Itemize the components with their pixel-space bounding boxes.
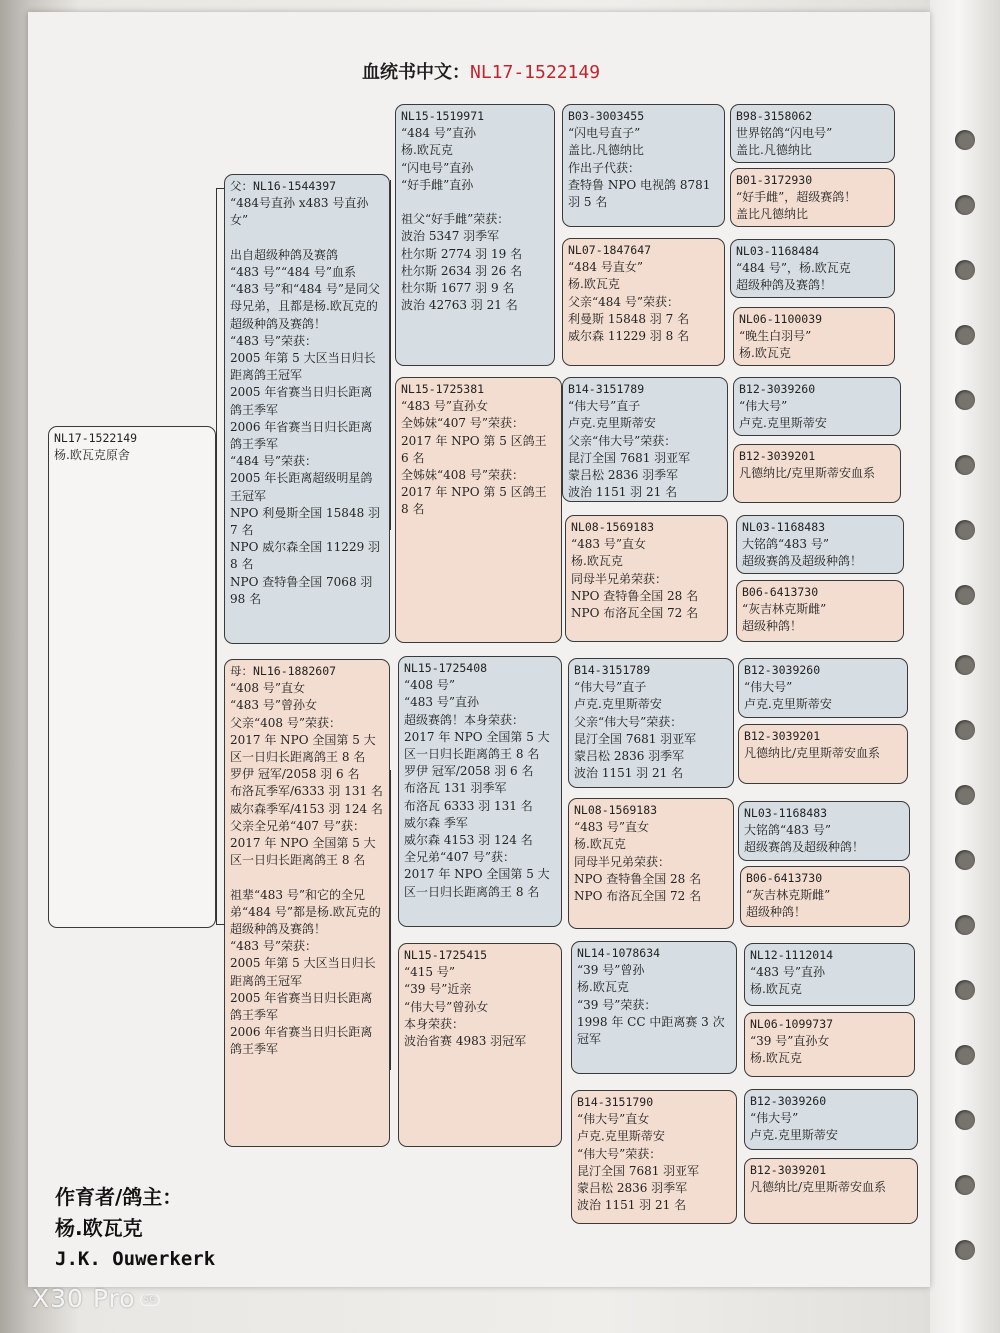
pedigree-line: 杨.欧瓦克 bbox=[574, 837, 626, 852]
pedigree-line: 2005 年省赛当日归长距离鸽王季军 bbox=[230, 990, 373, 1023]
sire-box bbox=[224, 174, 390, 644]
connector-sire bbox=[390, 180, 391, 530]
pedigree-line: 2005 年长距离超级明星鸽王冠军 bbox=[230, 471, 373, 503]
ring-number: NL06-1099737 bbox=[750, 1017, 834, 1031]
ring-number: NL15-1725415 bbox=[404, 948, 488, 962]
pedigree-line: 超级种鸽！ bbox=[742, 619, 803, 634]
gen4-box bbox=[571, 941, 737, 1074]
pedigree-line: 父亲“408 号”荣获： bbox=[230, 715, 341, 730]
pedigree-line: “39 号”近亲 bbox=[404, 982, 472, 997]
ring-number: B14-3151790 bbox=[577, 1095, 654, 1109]
pedigree-line: “483 号”直孙 bbox=[750, 965, 825, 980]
pedigree-line: “484 号”荣获： bbox=[230, 454, 317, 469]
pedigree-line: 罗伊 冠军/2058 羽 6 名 bbox=[404, 764, 534, 779]
pedigree-line: 杜尔斯 2634 羽 26 名 bbox=[401, 263, 523, 278]
pedigree-line: 盖比凡德纳比 bbox=[736, 207, 809, 222]
gen4-box bbox=[568, 658, 734, 788]
pedigree-line: 凡德纳比/克里斯蒂安血系 bbox=[739, 466, 876, 481]
pedigree-line: 威尔森季军/4153 羽 124 名 bbox=[230, 801, 383, 816]
pedigree-line: 杨.欧瓦克 bbox=[750, 1051, 802, 1066]
gen5-box bbox=[744, 1089, 918, 1150]
ring-number: B03-3003455 bbox=[568, 109, 645, 123]
pedigree-line: “闪电号直子” bbox=[568, 126, 641, 141]
pedigree-line: 利曼斯 15848 羽 7 名 bbox=[568, 311, 690, 326]
pedigree-line: “伟大号” bbox=[744, 680, 793, 695]
pedigree-line: “483 号”直孙 bbox=[404, 695, 479, 710]
gen5-box bbox=[730, 104, 895, 163]
punch-hole bbox=[955, 655, 975, 675]
pedigree-line: “483 号”荣获： bbox=[230, 333, 317, 348]
punch-hole bbox=[955, 455, 975, 475]
pedigree-line: 威尔森 11229 羽 8 名 bbox=[568, 329, 690, 344]
gen4-box bbox=[562, 377, 728, 502]
punch-hole bbox=[955, 585, 975, 605]
pedigree-line: 蒙吕松 2836 羽季军 bbox=[577, 1181, 688, 1196]
ring-number: 母：NL16-1882607 bbox=[230, 664, 337, 678]
pedigree-line: 布洛瓦 131 羽季军 bbox=[404, 781, 507, 796]
pedigree-line: “483 号”直女 bbox=[571, 537, 646, 552]
pedigree-line: “408 号”直女 bbox=[230, 681, 305, 696]
pedigree-line: 杨.欧瓦克 bbox=[571, 554, 623, 569]
pedigree-line: “408 号” bbox=[404, 678, 455, 693]
pedigree-line: “灰吉林克斯雌” bbox=[742, 602, 827, 617]
punch-hole bbox=[955, 1240, 975, 1260]
ring-number: B12-3039201 bbox=[744, 729, 821, 743]
pedigree-line: 昆汀全国 7681 羽亚军 bbox=[574, 731, 697, 746]
pedigree-line: 蒙吕松 2836 羽季军 bbox=[574, 749, 685, 764]
pedigree-line: 波治 42763 羽 21 名 bbox=[401, 298, 518, 313]
pedigree-line: 威尔森 季军 bbox=[404, 815, 468, 830]
ring-number: NL15-1519971 bbox=[401, 109, 485, 123]
title-ring-number: NL17-1522149 bbox=[470, 62, 601, 83]
gen4-box bbox=[562, 238, 725, 366]
ring-number: NL15-1725408 bbox=[404, 661, 488, 675]
ring-number: NL14-1078634 bbox=[577, 946, 661, 960]
pedigree-line: 作出子代获： bbox=[568, 160, 641, 175]
pedigree-line: 杜尔斯 1677 羽 9 名 bbox=[401, 281, 515, 296]
ring-number: B12-3039260 bbox=[750, 1094, 827, 1108]
pedigree-line: 盖比.凡德纳比 bbox=[568, 143, 644, 158]
pedigree-line: “39 号”直孙女 bbox=[750, 1034, 830, 1049]
gen5-box bbox=[744, 1158, 918, 1224]
pedigree-line: 2017 年 NPO 全国第 5 大区一日归长距离鸽王 8 名 bbox=[404, 729, 550, 762]
pedigree-line: 查特鲁 NPO 电视鸽 8781 羽 5 名 bbox=[568, 177, 715, 210]
pedigree-line: 波治 1151 羽 21 名 bbox=[568, 485, 678, 500]
gen4-box bbox=[568, 798, 734, 929]
gen5-box bbox=[744, 1012, 915, 1077]
pedigree-line: 2017 年 NPO 全国第 5 大区一日归长距离鸽王 8 名 bbox=[230, 836, 376, 868]
punch-hole bbox=[955, 195, 975, 215]
pedigree-line: 父亲“484 号”荣获： bbox=[568, 294, 679, 309]
pedigree-line: NPO 利曼斯全国 15848 羽 7 名 bbox=[230, 505, 384, 538]
punch-hole bbox=[955, 1175, 975, 1195]
pedigree-line: “伟大号” bbox=[739, 399, 788, 414]
pedigree-line: 卢克.克里斯蒂安 bbox=[750, 1128, 838, 1143]
pedigree-line: 同母半兄弟荣获： bbox=[571, 571, 668, 586]
pedigree-line: 卢克.克里斯蒂安 bbox=[577, 1129, 665, 1144]
ring-number: 父：NL16-1544397 bbox=[230, 179, 337, 193]
punch-hole bbox=[955, 720, 975, 740]
pedigree-line: 2017 年 NPO 全国第 5 大区一日归长距离鸽王 8 名 bbox=[404, 867, 550, 899]
gen5-box bbox=[740, 866, 910, 927]
pedigree-line: 父亲“伟大号”荣获： bbox=[568, 433, 677, 448]
pedigree-line bbox=[230, 869, 384, 886]
gen5-box bbox=[730, 168, 895, 227]
watermark-text: X30 Pro bbox=[32, 1284, 136, 1313]
pedigree-line: “484 号”直孙 bbox=[401, 126, 476, 141]
pedigree-line: 布洛瓦季军/6333 羽 131 名 bbox=[230, 784, 383, 799]
pedigree-line: “415 号” bbox=[404, 965, 455, 980]
pedigree-line: 祖辈“483 号”和它的全兄弟“484 号”都是杨.欧瓦克的超级种鸽及赛鸽！ bbox=[230, 887, 381, 937]
pedigree-line: 昆汀全国 7681 羽亚军 bbox=[577, 1163, 700, 1178]
punch-hole bbox=[955, 850, 975, 870]
pedigree-line: “伟大号”直女 bbox=[577, 1112, 650, 1127]
ring-number: B14-3151789 bbox=[574, 663, 651, 677]
gen5-box bbox=[733, 307, 895, 366]
gen4-box bbox=[571, 1090, 737, 1224]
punch-hole bbox=[955, 1110, 975, 1130]
pedigree-line: NPO 查特鲁全国 28 名 bbox=[571, 588, 699, 603]
pedigree-line: “闪电号”直孙 bbox=[401, 160, 474, 175]
punch-hole bbox=[955, 390, 975, 410]
pedigree-line: 凡德纳比/克里斯蒂安血系 bbox=[744, 746, 881, 761]
pedigree-line bbox=[401, 194, 549, 211]
pedigree-line: “晚生白羽号” bbox=[739, 329, 812, 344]
breeder-block bbox=[55, 1182, 215, 1275]
pedigree-line: 波治 1151 羽 21 名 bbox=[577, 1198, 687, 1213]
ring-number: NL17-1522149 bbox=[54, 431, 138, 445]
title-label: 血统书中文： bbox=[362, 62, 470, 83]
pedigree-line: NPO 威尔森全国 11229 羽 8 名 bbox=[230, 540, 384, 572]
ring-number: NL03-1168484 bbox=[736, 244, 820, 258]
gen5-box bbox=[738, 801, 910, 861]
pedigree-line: 全兄弟“407 号”获： bbox=[404, 850, 515, 865]
pedigree-line: “483 号”和“484 号”是同父母兄弟，且都是杨.欧瓦克的超级种鸽及赛鸽！ bbox=[230, 282, 380, 331]
pedigree-line: 杨.欧瓦克 bbox=[739, 346, 791, 361]
pedigree-line: 卢克.克里斯蒂安 bbox=[744, 697, 832, 712]
ring-number: B14-3151789 bbox=[568, 382, 645, 396]
subject-box bbox=[48, 426, 216, 928]
punch-hole bbox=[955, 130, 975, 150]
pedigree-line: 卢克.克里斯蒂安 bbox=[574, 697, 662, 712]
pedigree-line: 本身荣获： bbox=[404, 1016, 465, 1031]
ring-number: B98-3158062 bbox=[736, 109, 813, 123]
pedigree-line: 全姊妹“407 号”荣获： bbox=[401, 416, 524, 431]
ring-number: NL03-1168483 bbox=[744, 806, 828, 820]
pedigree-line: “483 号”“484 号”血系 bbox=[230, 265, 356, 280]
pedigree-line: 世界铭鸽“闪电号” bbox=[736, 126, 833, 141]
pedigree-line: 大铭鸽“483 号” bbox=[742, 537, 829, 552]
pedigree-line: 1998 年 CC 中距离赛 3 次冠军 bbox=[577, 1014, 725, 1047]
pedigree-line: 超级赛鸽！本身荣获： bbox=[404, 712, 525, 727]
ring-number: NL15-1725381 bbox=[401, 382, 485, 396]
punch-hole bbox=[955, 980, 975, 1000]
pedigree-line: “好手雌”直孙 bbox=[401, 177, 474, 192]
gen5-box bbox=[738, 724, 908, 784]
pedigree-line: “483 号”直女 bbox=[574, 820, 649, 835]
pedigree-line: 大铭鸽“483 号” bbox=[744, 823, 831, 838]
pedigree-line: “好手雌”，超级赛鸽！ bbox=[736, 190, 857, 205]
punch-hole bbox=[955, 915, 975, 935]
pedigree-line: 卢克.克里斯蒂安 bbox=[568, 416, 656, 431]
breeder-name-cn: 杨.欧瓦克 bbox=[55, 1216, 143, 1240]
watermark-badge: 5G bbox=[140, 1294, 161, 1306]
punch-hole bbox=[955, 325, 975, 345]
granddam-maternal-box bbox=[398, 943, 562, 1147]
pedigree-line: “伟大号” bbox=[750, 1111, 799, 1126]
pedigree-line: 杨.欧瓦克 bbox=[577, 980, 629, 995]
pedigree-line: 父亲全兄弟“407 号”获： bbox=[230, 818, 365, 833]
pedigree-line: 杨.欧瓦克 bbox=[750, 982, 802, 997]
pedigree-line: “483 号”曾孙女 bbox=[230, 698, 317, 713]
ring-number: NL03-1168483 bbox=[742, 520, 826, 534]
ring-number: B12-3039260 bbox=[744, 663, 821, 677]
pedigree-line: “39 号”荣获： bbox=[577, 997, 657, 1012]
ring-number: NL08-1569183 bbox=[574, 803, 658, 817]
pedigree-line: 2017 年 NPO 第 5 区鸽王 6 名 bbox=[401, 433, 551, 465]
pedigree-line: 波治 5347 羽季军 bbox=[401, 229, 500, 244]
pedigree-line: “484 号”，杨.欧瓦克 bbox=[736, 261, 851, 276]
breeder-name-en: J.K. Ouwerkerk bbox=[55, 1248, 216, 1270]
pedigree-line: 杨.欧瓦克 bbox=[568, 277, 620, 292]
camera-watermark bbox=[32, 1284, 160, 1313]
pedigree-line: 2006 年省赛当日归长距离鸽王季军 bbox=[230, 419, 373, 452]
connector-subject-sire bbox=[216, 188, 224, 189]
pedigree-line: NPO 布洛瓦全国 72 名 bbox=[574, 889, 702, 904]
pedigree-line: “灰吉林克斯雌” bbox=[746, 888, 831, 903]
connector-subject-dam bbox=[216, 924, 224, 925]
pedigree-line: 盖比.凡德纳比 bbox=[736, 143, 812, 158]
gen4-box bbox=[565, 515, 728, 642]
pedigree-line: 罗伊 冠军/2058 羽 6 名 bbox=[230, 767, 360, 782]
pedigree-line: 2017 年 NPO 第 5 区鸽王 8 名 bbox=[401, 485, 551, 517]
gen5-box bbox=[733, 444, 901, 503]
pedigree-line: 2017 年 NPO 全国第 5 大区一日归长距离鸽王 8 名 bbox=[230, 732, 376, 765]
ring-number: NL12-1112014 bbox=[750, 948, 834, 962]
pedigree-line: 超级种鸽及赛鸽！ bbox=[736, 278, 833, 293]
pedigree-line: “483 号”荣获： bbox=[230, 939, 317, 954]
connector-dam bbox=[390, 770, 391, 1070]
punch-hole bbox=[955, 1045, 975, 1065]
breeder-label: 作育者/鸽主： bbox=[55, 1185, 183, 1209]
ring-number: B12-3039260 bbox=[739, 382, 816, 396]
ring-number: B01-3172930 bbox=[736, 173, 813, 187]
pedigree-line: “伟大号”荣获： bbox=[577, 1146, 662, 1161]
gen5-box bbox=[736, 515, 904, 574]
pedigree-line: “伟大号”曾孙女 bbox=[404, 999, 489, 1014]
pedigree-line: 杨.欧瓦克原舍 bbox=[54, 448, 130, 463]
pedigree-line: 超级赛鸽及超级种鸽！ bbox=[742, 554, 863, 569]
pedigree-line: 杨.欧瓦克 bbox=[401, 143, 453, 158]
grandsire-maternal-box bbox=[398, 656, 562, 927]
ring-number: B06-6413730 bbox=[746, 871, 823, 885]
pedigree-line: “39 号”曾孙 bbox=[577, 963, 645, 978]
pedigree-line: “伟大号”直子 bbox=[574, 680, 647, 695]
pedigree-line: 2006 年省赛当日归长距离鸽王季军 bbox=[230, 1025, 373, 1057]
ring-number: NL08-1569183 bbox=[571, 520, 655, 534]
ring-number: B12-3039201 bbox=[739, 449, 816, 463]
pedigree-line: “483 号”直孙女 bbox=[401, 399, 488, 414]
pedigree-line: 全姊妹“408 号”荣获： bbox=[401, 468, 524, 483]
pedigree-line: NPO 布洛瓦全国 72 名 bbox=[571, 606, 699, 621]
pedigree-line bbox=[230, 230, 384, 247]
pedigree-line: “484 号直女” bbox=[568, 260, 643, 275]
ring-number: NL07-1847647 bbox=[568, 243, 652, 257]
pedigree-line: “484号直孙 x483 号直孙女” bbox=[230, 196, 369, 228]
pedigree-line: 波治省赛 4983 羽冠军 bbox=[404, 1034, 527, 1049]
pedigree-line: 2005 年省赛当日归长距离鸽王季军 bbox=[230, 385, 373, 417]
pedigree-line: NPO 查特鲁全国 28 名 bbox=[574, 871, 702, 886]
ring-number: NL06-1100039 bbox=[739, 312, 823, 326]
gen5-box bbox=[733, 377, 901, 436]
dam-box bbox=[224, 659, 390, 1147]
ring-number: B12-3039201 bbox=[750, 1163, 827, 1177]
pedigree-line: 超级种鸽！ bbox=[746, 905, 807, 920]
pedigree-line: 凡德纳比/克里斯蒂安血系 bbox=[750, 1180, 887, 1195]
pedigree-line: 昆汀全国 7681 羽亚军 bbox=[568, 450, 691, 465]
pedigree-line: 出自超级种鸽及赛鸽 bbox=[230, 247, 339, 262]
gen5-box bbox=[736, 580, 904, 642]
pedigree-line: 父亲“伟大号”荣获： bbox=[574, 714, 683, 729]
pedigree-line: 2005 年第 5 大区当日归长距离鸽王冠军 bbox=[230, 351, 376, 383]
gen5-box bbox=[744, 943, 915, 1006]
pedigree-line: 同母半兄弟荣获： bbox=[574, 854, 671, 869]
punch-hole bbox=[955, 520, 975, 540]
pedigree-line: NPO 查特鲁全国 7068 羽 98 名 bbox=[230, 574, 377, 606]
pedigree-line: “伟大号”直子 bbox=[568, 399, 641, 414]
ring-number: B06-6413730 bbox=[742, 585, 819, 599]
gen4-box bbox=[562, 104, 725, 227]
pedigree-line: 超级赛鸽及超级种鸽！ bbox=[744, 840, 865, 855]
pedigree-line: 波治 1151 羽 21 名 bbox=[574, 766, 684, 781]
pedigree-line: 卢克.克里斯蒂安 bbox=[739, 416, 827, 431]
pedigree-line: 布洛瓦 6333 羽 131 名 bbox=[404, 798, 533, 813]
punch-hole bbox=[955, 260, 975, 280]
pedigree-line: 2005 年第 5 大区当日归长距离鸽王冠军 bbox=[230, 956, 376, 988]
gen5-box bbox=[738, 658, 908, 718]
page-title bbox=[362, 58, 600, 84]
pedigree-line: 威尔森 4153 羽 124 名 bbox=[404, 833, 533, 848]
gen5-box bbox=[730, 239, 895, 298]
pedigree-line: 蒙吕松 2836 羽季军 bbox=[568, 468, 679, 483]
pedigree-line: 祖父“好手雌”荣获： bbox=[401, 212, 510, 227]
pedigree-line: 杜尔斯 2774 羽 19 名 bbox=[401, 246, 523, 261]
punch-hole bbox=[955, 785, 975, 805]
grandsire-paternal-box bbox=[395, 104, 555, 366]
granddam-paternal-box bbox=[395, 377, 562, 643]
